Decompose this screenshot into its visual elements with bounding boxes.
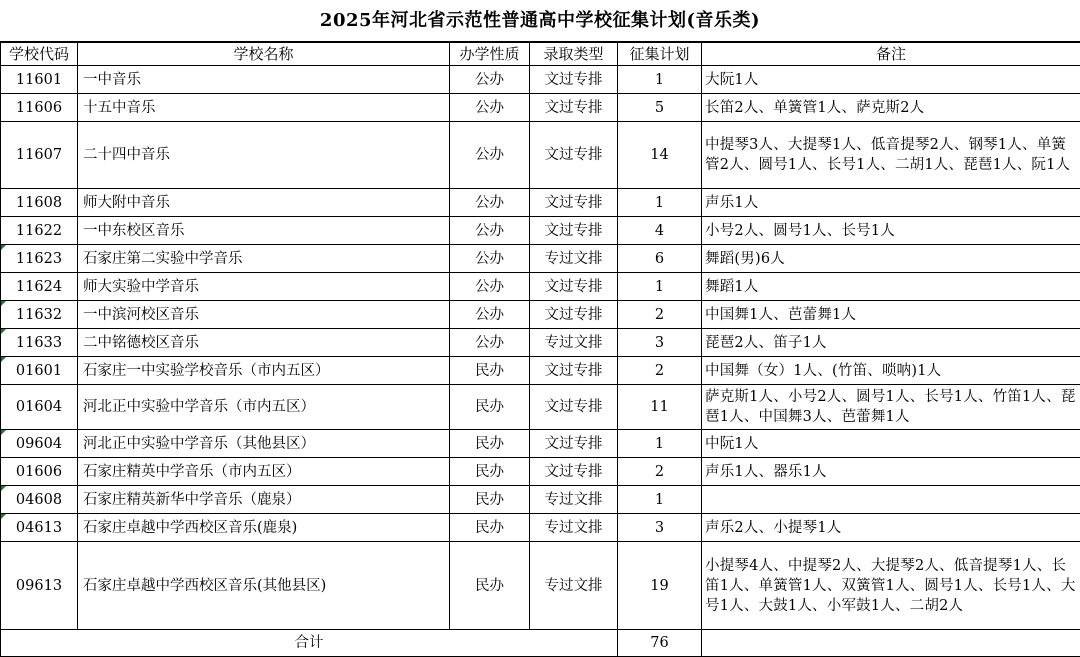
cell-name: 河北正中实验中学音乐（市内五区）: [78, 385, 450, 430]
cell-comment-marker: [1, 430, 6, 435]
cell-comment-marker: [1, 245, 6, 250]
cell-comment-marker: [1, 357, 6, 362]
cell-comment-marker: [1, 329, 6, 334]
cell-type: 专过文排: [530, 542, 618, 630]
cell-name: 石家庄一中实验学校音乐（市内五区）: [78, 357, 450, 385]
cell-plan: 1: [618, 430, 702, 458]
cell-code: [1, 486, 78, 514]
cell-name: 师大实验中学音乐: [78, 273, 450, 301]
cell-code: 11601: [1, 66, 78, 94]
table-row: [1, 430, 1080, 458]
cell-code: [1, 357, 78, 385]
cell-name: 一中音乐: [78, 66, 450, 94]
header-code: 学校代码: [1, 43, 78, 66]
cell-code: [1, 329, 78, 357]
cell-nature: 公办: [450, 217, 530, 245]
cell-type: 文过专排: [530, 458, 618, 486]
cell-type: 专过文排: [530, 514, 618, 542]
cell-note: 大阮1人: [702, 66, 1080, 94]
cell-note: 中国舞（女）1人、(竹笛、唢呐)1人: [702, 357, 1080, 385]
cell-plan: 6: [618, 245, 702, 273]
cell-nature: 民办: [450, 514, 530, 542]
cell-type: 文过专排: [530, 189, 618, 217]
header-type: 录取类型: [530, 43, 618, 66]
cell-plan: 2: [618, 357, 702, 385]
cell-plan: 11: [618, 385, 702, 430]
cell-code: [1, 514, 78, 542]
cell-plan: 1: [618, 486, 702, 514]
cell-name: 河北正中实验中学音乐（其他县区）: [78, 430, 450, 458]
cell-code: [1, 301, 78, 329]
cell-name: 石家庄卓越中学西校区音乐(其他县区): [78, 542, 450, 630]
cell-name: 师大附中音乐: [78, 189, 450, 217]
cell-name: 二十四中音乐: [78, 122, 450, 189]
cell-code-text: 11623: [16, 251, 62, 267]
cell-plan: 2: [618, 301, 702, 329]
cell-plan: 14: [618, 122, 702, 189]
cell-nature: 公办: [450, 273, 530, 301]
cell-name: 十五中音乐: [78, 94, 450, 122]
total-plan: 76: [618, 630, 702, 657]
cell-note: 中阮1人: [702, 430, 1080, 458]
cell-type: 文过专排: [530, 301, 618, 329]
cell-nature: 公办: [450, 301, 530, 329]
cell-plan: 5: [618, 94, 702, 122]
total-label: 合计: [1, 630, 618, 657]
cell-type: 文过专排: [530, 357, 618, 385]
cell-nature: 民办: [450, 357, 530, 385]
cell-plan: 19: [618, 542, 702, 630]
cell-note: 声乐1人、器乐1人: [702, 458, 1080, 486]
cell-code: 11607: [1, 122, 78, 189]
total-note: [702, 630, 1080, 657]
table-row: [1, 329, 1080, 357]
table-row: [1, 486, 1080, 514]
cell-nature: 民办: [450, 542, 530, 630]
cell-nature: 公办: [450, 66, 530, 94]
cell-nature: 公办: [450, 94, 530, 122]
cell-type: 文过专排: [530, 66, 618, 94]
cell-name: 二中铭德校区音乐: [78, 329, 450, 357]
cell-name: 一中滨河校区音乐: [78, 301, 450, 329]
cell-nature: 民办: [450, 486, 530, 514]
table-row: [1, 122, 1080, 189]
cell-code-text: 09604: [16, 436, 62, 452]
cell-note: 声乐1人: [702, 189, 1080, 217]
cell-plan: 1: [618, 273, 702, 301]
header-row: [1, 43, 1080, 66]
table-row: [1, 458, 1080, 486]
cell-plan: 3: [618, 514, 702, 542]
cell-name: 一中东校区音乐: [78, 217, 450, 245]
table-row: [1, 189, 1080, 217]
cell-code: [1, 430, 78, 458]
cell-nature: 民办: [450, 430, 530, 458]
cell-comment-marker: [1, 514, 6, 519]
header-nature: 办学性质: [450, 43, 530, 66]
cell-name: 石家庄精英新华中学音乐（鹿泉）: [78, 486, 450, 514]
cell-code: 11624: [1, 273, 78, 301]
table-row: [1, 273, 1080, 301]
cell-plan: 1: [618, 189, 702, 217]
table-row: [1, 217, 1080, 245]
plan-table: [0, 42, 1080, 657]
cell-comment-marker: [1, 486, 6, 491]
cell-plan: 4: [618, 217, 702, 245]
cell-nature: 民办: [450, 385, 530, 430]
table-row: [1, 301, 1080, 329]
cell-code-text: 04608: [16, 492, 62, 508]
cell-code-text: 01601: [16, 363, 62, 379]
header-name: 学校名称: [78, 43, 450, 66]
cell-code: [1, 245, 78, 273]
cell-type: 文过专排: [530, 122, 618, 189]
cell-code: 11606: [1, 94, 78, 122]
cell-type: 文过专排: [530, 430, 618, 458]
cell-name: 石家庄精英中学音乐（市内五区）: [78, 458, 450, 486]
cell-nature: 公办: [450, 245, 530, 273]
cell-note: 中国舞1人、芭蕾舞1人: [702, 301, 1080, 329]
table-row: [1, 357, 1080, 385]
cell-plan: 3: [618, 329, 702, 357]
cell-code: 11622: [1, 217, 78, 245]
cell-name: 石家庄第二实验中学音乐: [78, 245, 450, 273]
cell-nature: 民办: [450, 458, 530, 486]
table-row: [1, 385, 1080, 430]
cell-note: 琵琶2人、笛子1人: [702, 329, 1080, 357]
cell-code: 11608: [1, 189, 78, 217]
cell-type: 文过专排: [530, 273, 618, 301]
cell-code-text: 11632: [16, 307, 62, 323]
cell-note: 中提琴3人、大提琴1人、低音提琴2人、钢琴1人、单簧管2人、圆号1人、长号1人、二胡1人、琵琶1人、阮1人: [702, 122, 1080, 189]
cell-note: 长笛2人、单簧管1人、萨克斯2人: [702, 94, 1080, 122]
cell-type: 文过专排: [530, 217, 618, 245]
cell-note: 舞蹈(男)6人: [702, 245, 1080, 273]
cell-type: 专过文排: [530, 245, 618, 273]
cell-note: 声乐2人、小提琴1人: [702, 514, 1080, 542]
cell-type: 文过专排: [530, 385, 618, 430]
cell-type: 专过文排: [530, 486, 618, 514]
cell-note: 小号2人、圆号1人、长号1人: [702, 217, 1080, 245]
header-plan: 征集计划: [618, 43, 702, 66]
cell-note: 舞蹈1人: [702, 273, 1080, 301]
cell-comment-marker: [1, 301, 6, 306]
cell-nature: 公办: [450, 329, 530, 357]
cell-code: 01604: [1, 385, 78, 430]
cell-plan: 1: [618, 66, 702, 94]
cell-name: 石家庄卓越中学西校区音乐(鹿泉): [78, 514, 450, 542]
cell-plan: 2: [618, 458, 702, 486]
cell-nature: 公办: [450, 122, 530, 189]
cell-type: 专过文排: [530, 329, 618, 357]
table-title: 2025年河北省示范性普通高中学校征集计划(音乐类): [0, 0, 1080, 42]
cell-note: [702, 486, 1080, 514]
cell-code-text: 04613: [16, 520, 62, 536]
cell-note: 小提琴4人、中提琴2人、大提琴2人、低音提琴1人、长笛1人、单簧管1人、双簧管1人、圆号1人、长号1人、大号1人、大鼓1人、小军鼓1人、二胡2人: [702, 542, 1080, 630]
cell-type: 文过专排: [530, 94, 618, 122]
cell-nature: 公办: [450, 189, 530, 217]
cell-code: 01606: [1, 458, 78, 486]
cell-note: 萨克斯1人、小号2人、圆号1人、长号1人、竹笛1人、琵琶1人、中国舞3人、芭蕾舞1人: [702, 385, 1080, 430]
table-row: [1, 542, 1080, 630]
table-row: [1, 94, 1080, 122]
header-note: 备注: [702, 43, 1080, 66]
total-row: [1, 630, 1080, 657]
table-row: [1, 66, 1080, 94]
cell-code-text: 11633: [16, 335, 62, 351]
table-row: [1, 245, 1080, 273]
table-row: [1, 514, 1080, 542]
cell-code: 09613: [1, 542, 78, 630]
